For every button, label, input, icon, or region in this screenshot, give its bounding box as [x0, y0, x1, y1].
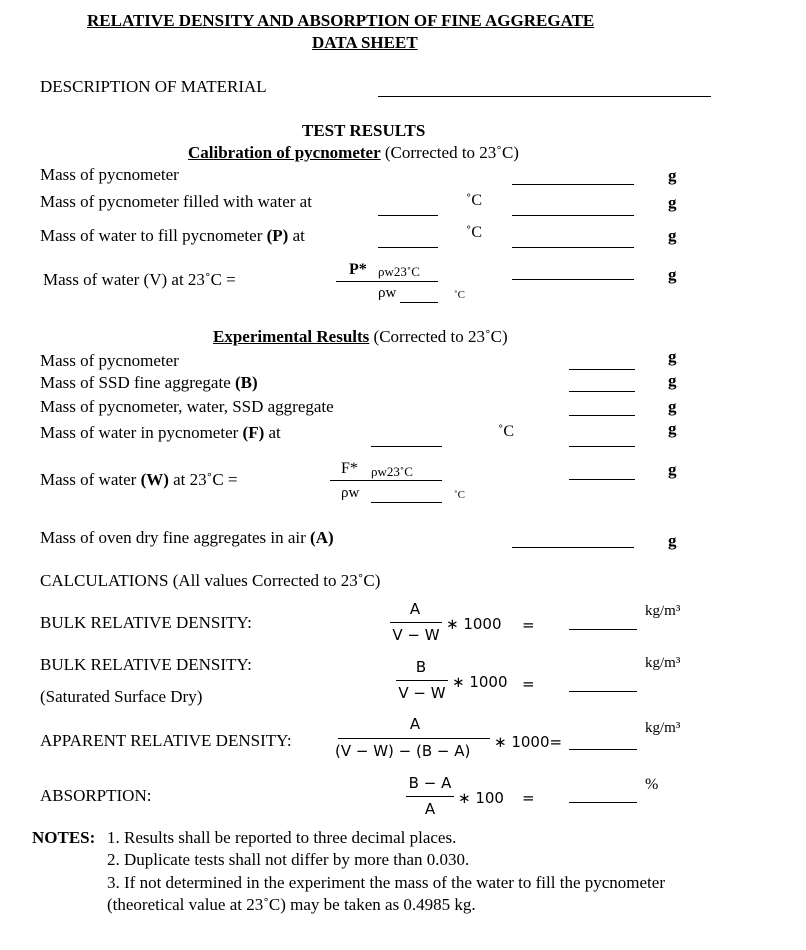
oven-dry-symbol: (A) — [310, 528, 334, 547]
exp-row-pyc-water-ssd-blank[interactable] — [569, 415, 635, 416]
apparent-blank[interactable] — [569, 749, 637, 750]
bulk-equals: = — [522, 616, 535, 634]
fraction-bar — [390, 622, 442, 623]
apparent-density-label: APPARENT RELATIVE DENSITY: — [40, 731, 292, 750]
bulk-density-label: BULK RELATIVE DENSITY: — [40, 613, 252, 632]
unit-g: g — [668, 371, 677, 390]
bulk-multiplier: ∗ 1000 — [446, 615, 502, 633]
exp-row-ssd-text: Mass of SSD fine aggregate — [40, 373, 231, 392]
description-label: DESCRIPTION OF MATERIAL — [40, 77, 267, 96]
oven-dry-blank[interactable] — [512, 547, 634, 548]
cal-row-filled-label: Mass of pycnometer filled with water at — [40, 192, 312, 211]
water-w-label — [40, 470, 238, 490]
unit-g: g — [668, 193, 677, 212]
unit-g: g — [668, 347, 677, 366]
cal-row-filled-temp-blank[interactable] — [378, 215, 438, 216]
absorption-equals: = — [522, 789, 535, 807]
exp-row-water-f-label — [40, 423, 281, 443]
rho-w23-symbol: ρw23˚C — [371, 464, 413, 479]
volume-v-label: Mass of water (V) at 23˚C = — [43, 270, 236, 289]
experimental-heading-text: Experimental Results — [213, 327, 370, 346]
unit-g: g — [668, 531, 677, 550]
bulk-ssd-sublabel: (Saturated Surface Dry) — [40, 687, 203, 706]
apparent-unit: kg/m³ — [645, 720, 681, 736]
volume-v-numerator: P* — [349, 261, 367, 278]
absorption-unit: % — [645, 776, 659, 793]
absorption-multiplier: ∗ 100 — [458, 789, 504, 807]
apparent-denominator: (V − W) − (B − A) — [335, 742, 471, 760]
temp-unit: ˚C — [466, 224, 482, 241]
fraction-bar — [336, 281, 438, 282]
cal-row-pycnometer-label: Mass of pycnometer — [40, 165, 179, 184]
fraction-bar — [338, 738, 490, 739]
bulk-ssd-numerator: B — [415, 658, 427, 676]
exp-row-pyc-water-ssd-label: Mass of pycnometer, water, SSD aggregate — [40, 397, 334, 416]
bulk-numerator: A — [409, 600, 421, 618]
bulk-denominator: V − W — [392, 626, 440, 644]
cal-row-water-p-temp-blank[interactable] — [378, 247, 438, 248]
experimental-heading — [213, 327, 508, 347]
bulk-unit: kg/m³ — [645, 603, 681, 619]
temp-unit: ˚C — [454, 289, 465, 301]
bulk-ssd-equals: = — [522, 675, 535, 693]
oven-dry-text: Mass of oven dry fine aggregates in air — [40, 528, 306, 547]
water-w-blank[interactable] — [569, 479, 635, 480]
page-subtitle: DATA SHEET — [312, 33, 418, 52]
unit-g: g — [668, 419, 677, 438]
cal-row-water-p-label — [40, 226, 305, 246]
absorption-denominator: A — [424, 800, 436, 818]
fraction-bar — [396, 680, 448, 681]
bulk-ssd-blank[interactable] — [569, 691, 637, 692]
unit-g: g — [668, 265, 677, 284]
volume-v-temp-blank[interactable] — [400, 302, 438, 303]
oven-dry-label — [40, 528, 334, 548]
exp-row-water-f-temp-blank[interactable] — [371, 446, 442, 447]
unit-g: g — [668, 460, 677, 479]
temp-unit: ˚C — [466, 192, 482, 209]
exp-row-water-f-symbol: (F) — [242, 423, 265, 442]
cal-row-filled-blank[interactable] — [512, 215, 634, 216]
water-w-tail: at 23˚C = — [168, 470, 238, 489]
cal-row-water-p-symbol: (P) — [266, 226, 289, 245]
rho-w23-symbol: ρw23˚C — [378, 264, 420, 279]
bulk-ssd-denominator: V − W — [398, 684, 446, 702]
water-w-symbol: (W) — [140, 470, 169, 489]
water-w-temp-blank[interactable] — [371, 502, 442, 503]
apparent-multiplier: ∗ 1000= — [494, 733, 563, 751]
rho-w-symbol: ρw — [378, 285, 397, 301]
bulk-ssd-label: BULK RELATIVE DENSITY: — [40, 655, 252, 674]
description-blank[interactable] — [378, 96, 711, 97]
calibration-heading-text: Calibration of pycnometer — [188, 143, 381, 162]
exp-row-water-f-blank[interactable] — [569, 446, 635, 447]
volume-v-blank[interactable] — [512, 279, 634, 280]
experimental-heading-suffix: (Corrected to 23˚C) — [373, 327, 508, 346]
bulk-ssd-multiplier: ∗ 1000 — [452, 673, 508, 691]
cal-row-water-p-blank[interactable] — [512, 247, 634, 248]
calibration-heading-suffix: (Corrected to 23˚C) — [384, 143, 519, 162]
unit-g: g — [668, 397, 677, 416]
calculations-heading: CALCULATIONS (All values Corrected to 23˚C) — [40, 571, 381, 590]
absorption-label: ABSORPTION: — [40, 786, 152, 805]
cal-row-water-p-text: Mass of water to fill pycnometer — [40, 226, 263, 245]
exp-row-water-f-text: Mass of water in pycnometer — [40, 423, 239, 442]
absorption-numerator: B − A — [408, 774, 452, 792]
unit-g: g — [668, 226, 677, 245]
rho-w-symbol: ρw — [341, 485, 360, 501]
exp-row-ssd-blank[interactable] — [569, 391, 635, 392]
water-w-numerator: F* — [341, 460, 358, 477]
temp-unit: ˚C — [454, 489, 465, 501]
test-results-heading: TEST RESULTS — [302, 121, 426, 140]
page-title: RELATIVE DENSITY AND ABSORPTION OF FINE AGGREGATE — [87, 11, 595, 30]
note-item: 1. Results shall be reported to three decimal places. — [107, 828, 457, 847]
exp-row-ssd-label — [40, 373, 258, 393]
water-w-text: Mass of water — [40, 470, 141, 489]
calibration-heading — [188, 143, 519, 163]
note-item: 3. If not determined in the experiment the mass of the water to fill the pycnometer — [107, 873, 665, 892]
exp-row-pycnometer-label: Mass of pycnometer — [40, 351, 179, 370]
notes-label: NOTES: — [32, 828, 96, 847]
absorption-blank[interactable] — [569, 802, 637, 803]
exp-row-ssd-symbol: (B) — [235, 373, 258, 392]
exp-row-water-f-tail: at — [264, 423, 281, 442]
fraction-bar — [330, 480, 442, 481]
temp-unit: ˚C — [498, 423, 514, 440]
note-item: (theoretical value at 23˚C) may be taken as 0.4985 kg. — [107, 895, 476, 914]
cal-row-pycnometer-blank[interactable] — [512, 184, 634, 185]
unit-g: g — [668, 166, 677, 185]
bulk-blank[interactable] — [569, 629, 637, 630]
note-item: 2. Duplicate tests shall not differ by more than 0.030. — [107, 850, 470, 869]
exp-row-pycnometer-blank[interactable] — [569, 369, 635, 370]
cal-row-water-p-tail: at — [288, 226, 305, 245]
bulk-ssd-unit: kg/m³ — [645, 655, 681, 671]
apparent-numerator: A — [409, 715, 421, 733]
fraction-bar — [406, 796, 454, 797]
